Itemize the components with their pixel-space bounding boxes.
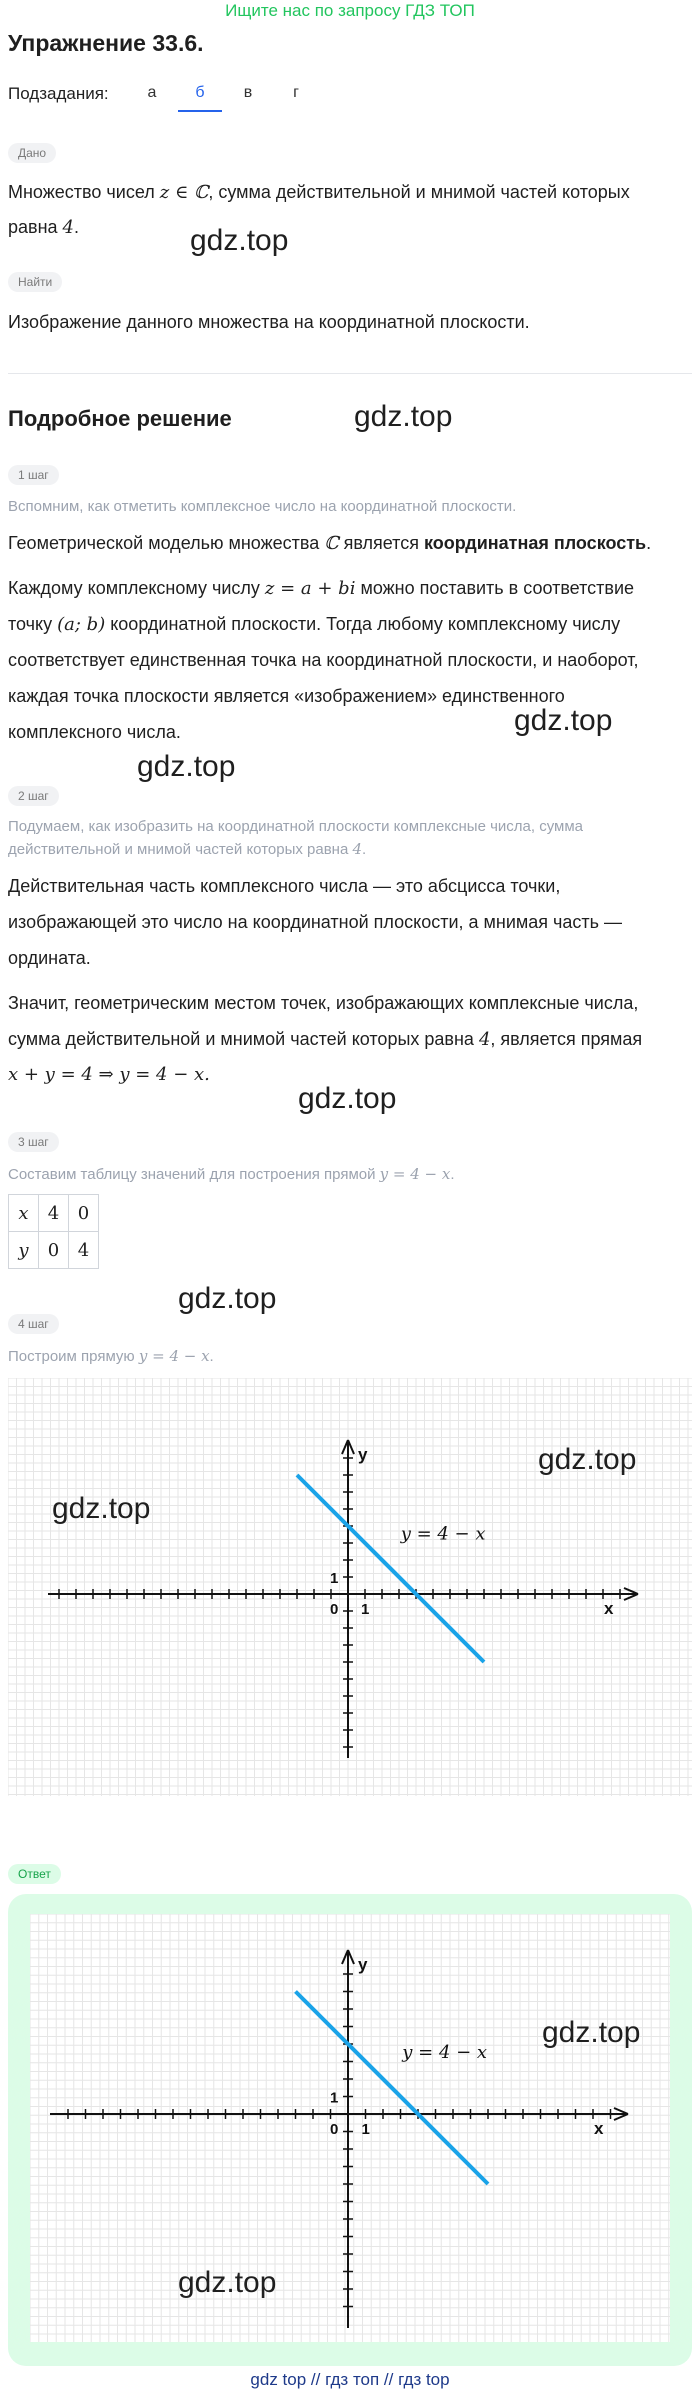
watermark: gdz.top: [137, 750, 236, 783]
x-unit-label: 1: [361, 2121, 370, 2138]
line-equation-label: y = 4 − x: [400, 1523, 486, 1545]
answer-coordinate-graph: [30, 1914, 670, 2342]
step4-hint: Построим прямую y = 4 − x.: [8, 1347, 214, 1365]
find-text: Изображение данного множества на координатной плоскости.: [8, 312, 530, 332]
watermark: gdz.top: [514, 704, 613, 737]
x-axis-label: x: [604, 1599, 614, 1618]
origin-label: 0: [330, 2121, 339, 2138]
y-axis-label: y: [358, 1955, 368, 1974]
watermark: gdz.top: [52, 1492, 151, 1525]
step2-hint-line1: Подумаем, как изобразить на координатной плоскости комплексные числа, сумма: [8, 818, 584, 835]
step1-paragraph2-line2: точку (a; b) координатной плоскости. Тогда любому комплексному числу: [8, 614, 621, 635]
step3-badge: 3 шаг: [8, 1132, 59, 1152]
page-title: Упражнение 33.6.: [8, 30, 204, 56]
line-equation-label: y = 4 − x: [402, 2042, 488, 2063]
given-text-line1: Множество чисел z ∈ ℂ, сумма действительной и мнимой частей которых: [8, 182, 630, 203]
active-tab-underline: [178, 110, 222, 112]
watermark: gdz.top: [354, 400, 453, 433]
table-cell: x: [9, 1195, 39, 1232]
step2-paragraph1-line3: ордината.: [8, 948, 91, 968]
top-banner[interactable]: Ищите нас по запросу ГДЗ ТОП: [225, 1, 475, 20]
table-cell: 4: [69, 1232, 99, 1269]
origin-label: 0: [330, 1601, 339, 1618]
table-row: [9, 1232, 99, 1269]
step2-paragraph2-line2: сумма действительной и мнимой частей которых равна 4, является прямая: [8, 1029, 643, 1050]
step1-hint: Вспомним, как отметить комплексное число на координатной плоскости.: [8, 498, 517, 515]
subtasks-label: Подзадания:: [8, 84, 109, 103]
table-row: [9, 1195, 99, 1232]
answer-badge: Ответ: [8, 1864, 61, 1884]
tab-a[interactable]: а: [147, 84, 157, 101]
step1-badge: 1 шаг: [8, 465, 59, 485]
step1-paragraph2-line1: Каждому комплексному числу z = a + bi можно поставить в соответствие: [8, 578, 635, 599]
y-axis-label: y: [358, 1445, 368, 1464]
y-unit-label: 1: [330, 2089, 339, 2107]
step1-paragraph2-line3: соответствует единственная точка на координатной плоскости, и наоборот,: [8, 650, 639, 670]
graph-panel: [8, 1378, 692, 1796]
find-badge: Найти: [8, 272, 62, 292]
watermark: gdz.top: [190, 224, 289, 257]
step2-hint-line2: действительной и мнимой частей которых равна 4.: [8, 840, 367, 858]
step3-hint: Составим таблицу значений для построения прямой y = 4 − x.: [8, 1165, 455, 1183]
watermark: gdz.top: [178, 2266, 277, 2299]
footer-links[interactable]: gdz top // гдз топ // гдз top: [250, 2370, 450, 2389]
step2-paragraph1-line1: Действительная часть комплексного числа — это абсцисса точки,: [8, 876, 561, 896]
given-text-line2: равна 4.: [8, 217, 80, 238]
step2-paragraph2-line1: Значит, геометрическим местом точек, изображающих комплексные числа,: [8, 993, 639, 1013]
answer-graph-panel: [30, 1914, 670, 2342]
tab-b[interactable]: б: [195, 84, 205, 101]
section-divider: [8, 373, 692, 374]
table-cell: 4: [39, 1195, 69, 1232]
step2-paragraph1-line2: изображающей это число на координатной плоскости, а мнимая часть —: [8, 912, 623, 932]
values-table: [8, 1194, 99, 1269]
watermark: gdz.top: [178, 1282, 277, 1315]
table-cell: 0: [39, 1232, 69, 1269]
solution-heading: Подробное решение: [8, 406, 232, 431]
given-badge: Дано: [8, 143, 56, 163]
x-axis-label: x: [594, 2119, 604, 2138]
step1-paragraph2-line5: комплексного числа.: [8, 722, 181, 742]
step4-badge: 4 шаг: [8, 1314, 59, 1334]
coordinate-graph: [8, 1378, 692, 1796]
step1-paragraph1: Геометрической моделью множества ℂ является координатная плоскость.: [8, 533, 652, 554]
step2-badge: 2 шаг: [8, 786, 59, 806]
table-cell: 0: [69, 1195, 99, 1232]
watermark: gdz.top: [542, 2016, 641, 2049]
step2-equation: x + y = 4 ⇒ y = 4 − x.: [8, 1064, 210, 1085]
step1-paragraph2-line4: каждая точка плоскости является «изображением» единственного: [8, 686, 565, 706]
y-unit-label: 1: [330, 1570, 339, 1587]
x-unit-label: 1: [361, 1601, 370, 1618]
table-cell: y: [9, 1232, 39, 1269]
tab-g[interactable]: г: [293, 84, 299, 101]
tab-v[interactable]: в: [243, 84, 253, 101]
watermark: gdz.top: [298, 1082, 397, 1115]
watermark: gdz.top: [538, 1443, 637, 1476]
